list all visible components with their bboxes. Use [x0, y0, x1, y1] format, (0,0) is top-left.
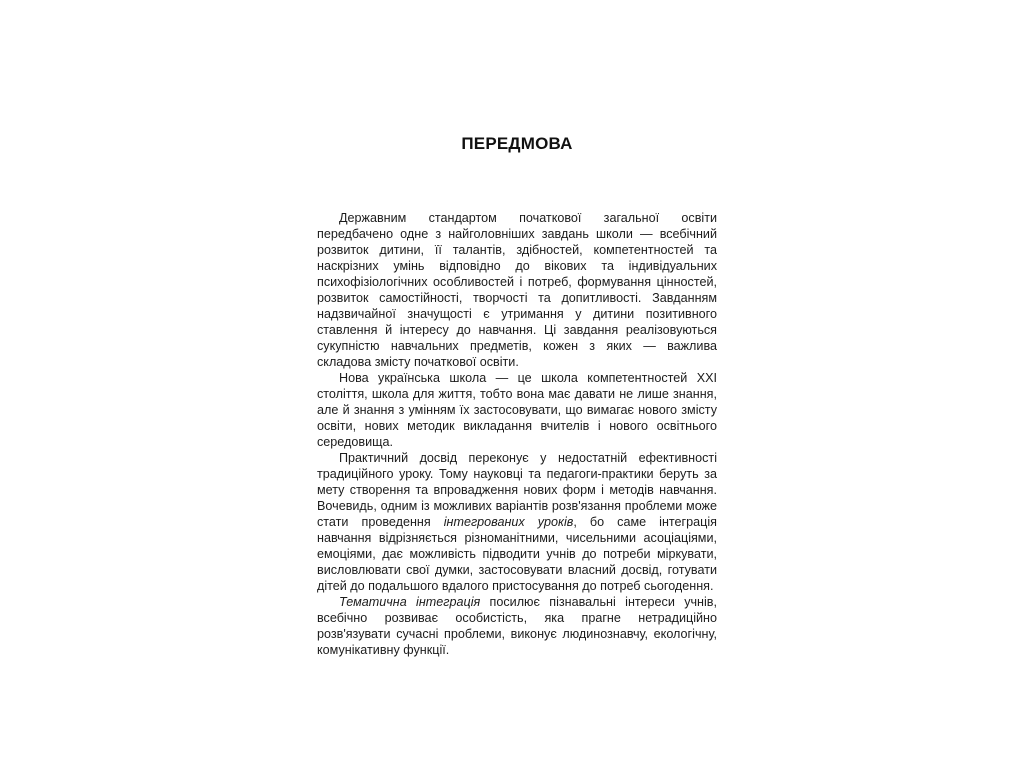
paragraph-1: Державним стандартом початкової загальної освіти передбачено одне з найголовніших завдань школи — всебічний розвиток дитини, її талантів, здібностей, компетентностей та наскрізних умінь відповідно до вікових та індивідуальних психофізіологічних особливостей і потреб, формування цінностей, розвиток самостійності, творчості та допитливості. Завданням надзвичайної значущості є утримання у дитини позитивного ставлення й інтересу до навчання. Ці завдання реалізовуються сукупністю навчальних предметів, кожен з яких — важлива складова змісту початкової освіти. [317, 211, 717, 369]
paragraph-4-emphasis: Тематична інтеграція [339, 595, 481, 609]
body-text [317, 210, 717, 658]
paragraph-4-part-1: посилює пізнавальні інтереси учнів, всебічно розвиває особистість, яка прагне нетрадиційно розв'язувати сучасні проблеми, виконує людинознавчу, екологічну, комунікативну функції. [317, 595, 717, 657]
paragraph-4 [317, 594, 717, 658]
paragraph-2: Нова українська школа — це школа компетентностей XXI століття, школа для життя, тобто вона має давати не лише знання, але й знання з умінням їх застосовувати, що вимагає нового змісту освіти, нових методик викладання вчителів і нового освітнього середовища. [317, 371, 717, 449]
paragraph-3 [317, 450, 717, 594]
paragraph-3-part-2: , бо саме інтеграція навчання відрізняється різноманітними, чисельними асоціаціями, емоціями, дає можливість підводити учнів до потреби міркувати, висловлювати свої думки, застосовувати власний досвід, готувати дітей до подальшого вдалого пристосування до потреб сьогодення. [317, 515, 717, 593]
paragraph-3-part-1: Практичний досвід переконує у недостатній ефективності традиційного уроку. Тому науковці та педагоги-практики беруть за мету створення та впровадження нових форм і методів навчання. Вочевидь, одним із можливих варіантів розв'язання проблеми може стати проведення [317, 451, 717, 529]
paragraph-3-emphasis: інтегрованих уроків [443, 515, 574, 529]
page-title: ПЕРЕДМОВА [461, 134, 573, 153]
